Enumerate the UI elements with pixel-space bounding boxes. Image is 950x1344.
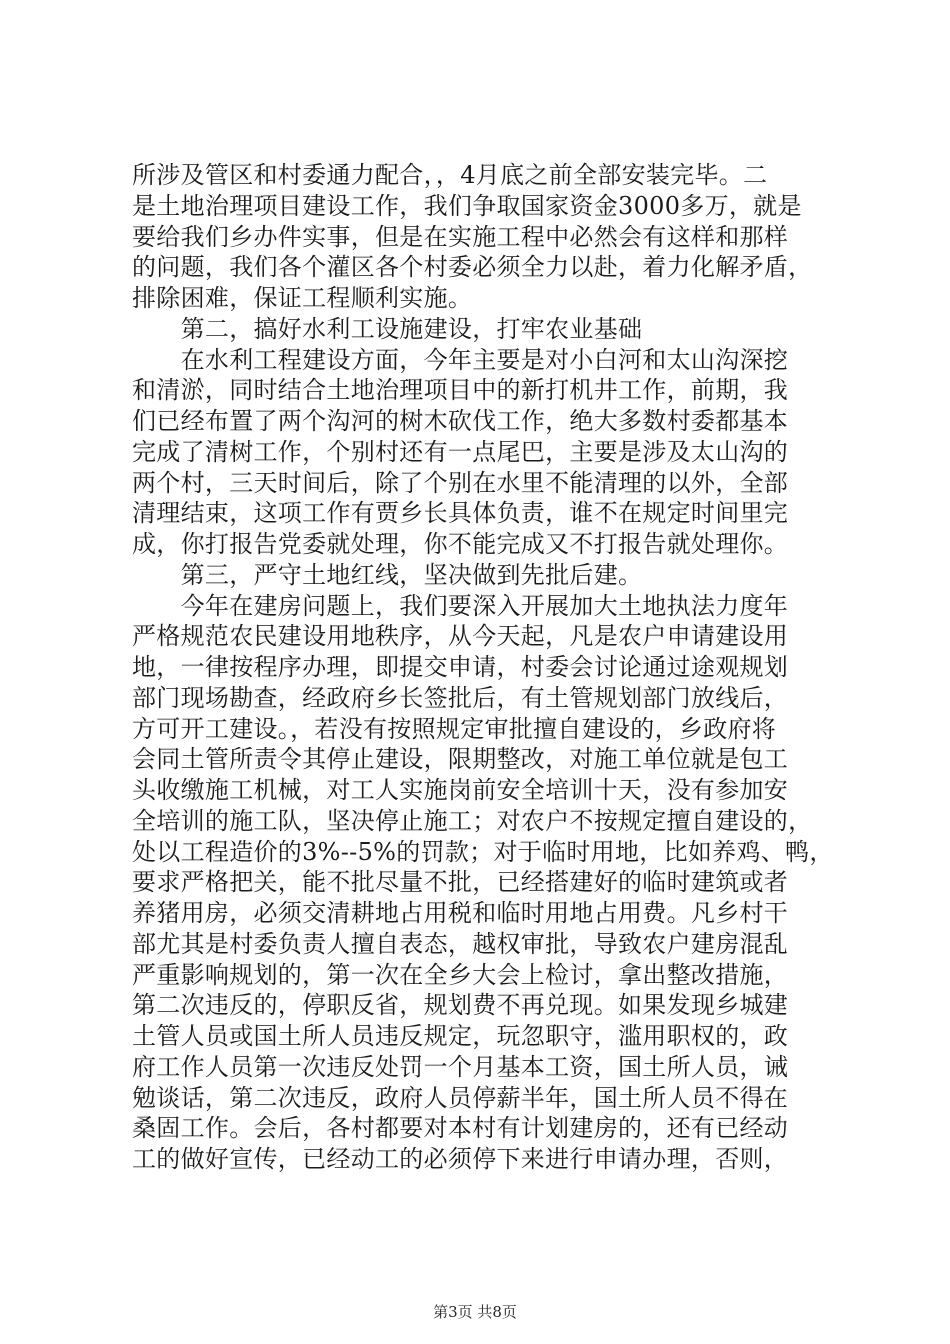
text-line: 工的做好宣传，已经动工的必须停下来进行申请办理，否则， — [132, 1145, 789, 1173]
text-line: 和清淤，同时结合土地治理项目中的新打机井工作，前期，我 — [132, 376, 789, 405]
text-line: 是土地治理项目建设工作，我们争取国家资金3000多万，就是 — [132, 191, 802, 220]
page-number-footer: 第3页 共8页 — [433, 1303, 517, 1321]
text-line: 今年在建房问题上，我们要深入开展加大土地执法力度年 — [132, 591, 789, 620]
text-line: 头收缴施工机械，对工人实施岗前安全培训十天，没有参加安 — [132, 776, 789, 804]
text-line: 土管人员或国土所人员违反规定，玩忽职守，滥用职权的，政 — [132, 1022, 789, 1050]
text-line: 排除困难，保证工程顺利实施。 — [132, 284, 473, 312]
text-line: 要给我们乡办件实事，但是在实施工程中必然会有这样和那样 — [132, 222, 789, 251]
text-line: 第二次违反的，停职反省，规划费不再兑现。如果发现乡城建 — [132, 991, 789, 1020]
text-line: 在水利工程建设方面，今年主要是对小白河和太山沟深挖 — [132, 345, 789, 374]
text-line: 严格规范农民建设用地秩序，从今天起，凡是农户申请建设用 — [132, 622, 789, 651]
text-line: 成，你打报告党委就处理，你不能完成又不打报告就处理你。 — [132, 530, 789, 558]
text-line: 两个村，三天时间后，除了个别在水里不能清理的以外，全部 — [132, 468, 789, 497]
text-line: 会同土管所责令其停止建设，限期整改，对施工单位就是包工 — [132, 745, 789, 774]
text-line: 地，一律按程序办理，即提交申请，村委会讨论通过途观规划 — [132, 653, 789, 681]
text-line: 要求严格把关，能不批尽量不批，已经搭建好的临时建筑或者 — [132, 868, 789, 897]
text-line: 桑固工作。会后，各村都要对本村有计划建房的，还有已经动 — [132, 1114, 789, 1143]
document-body — [132, 160, 842, 1175]
text-line: 完成了清树工作，个别村还有一点尾巴，主要是涉及太山沟的 — [132, 437, 789, 466]
section-heading-3: 第三，严守土地红线，坚决做到先批后建。 — [132, 560, 643, 589]
text-line: 所涉及管区和村委通力配合，，4月底之前全部安装完毕。二 — [132, 161, 768, 189]
text-line: 部门现场勘查，经政府乡长签批后，有土管规划部门放线后， — [132, 683, 789, 712]
text-line: 府工作人员第一次违反处罚一个月基本工资，国土所人员，诫 — [132, 1052, 789, 1081]
section-heading-2: 第二，搞好水利工设施建设，打牢农业基础 — [132, 314, 643, 343]
text-line: 养猪用房，必须交清耕地占用税和临时用地占用费。凡乡村干 — [132, 899, 789, 927]
text-line: 的问题，我们各个灌区各个村委必须全力以赴，着力化解矛盾， — [132, 253, 813, 282]
text-line: 部尤其是村委负责人擅自表态，越权审批，导致农户建房混乱 — [132, 929, 789, 958]
text-line: 处以工程造价的3%--5%的罚款；对于临时用地，比如养鸡、鸭， — [132, 837, 834, 866]
text-line: 们已经布置了两个沟河的树木砍伐工作，绝大多数村委都基本 — [132, 407, 789, 435]
text-line: 方可开工建设。，若没有按照规定审批擅自建设的，乡政府将 — [132, 714, 777, 743]
text-line: 勉谈话，第二次违反，政府人员停薪半年，国土所人员不得在 — [132, 1083, 789, 1112]
text-line: 清理结束，这项工作有贾乡长具体负责，谁不在规定时间里完 — [132, 499, 789, 528]
text-line: 全培训的施工队，坚决停止施工；对农户不按规定擅自建设的， — [132, 806, 813, 835]
text-line: 严重影响规划的，第一次在全乡大会上检讨，拿出整改措施， — [132, 960, 789, 989]
